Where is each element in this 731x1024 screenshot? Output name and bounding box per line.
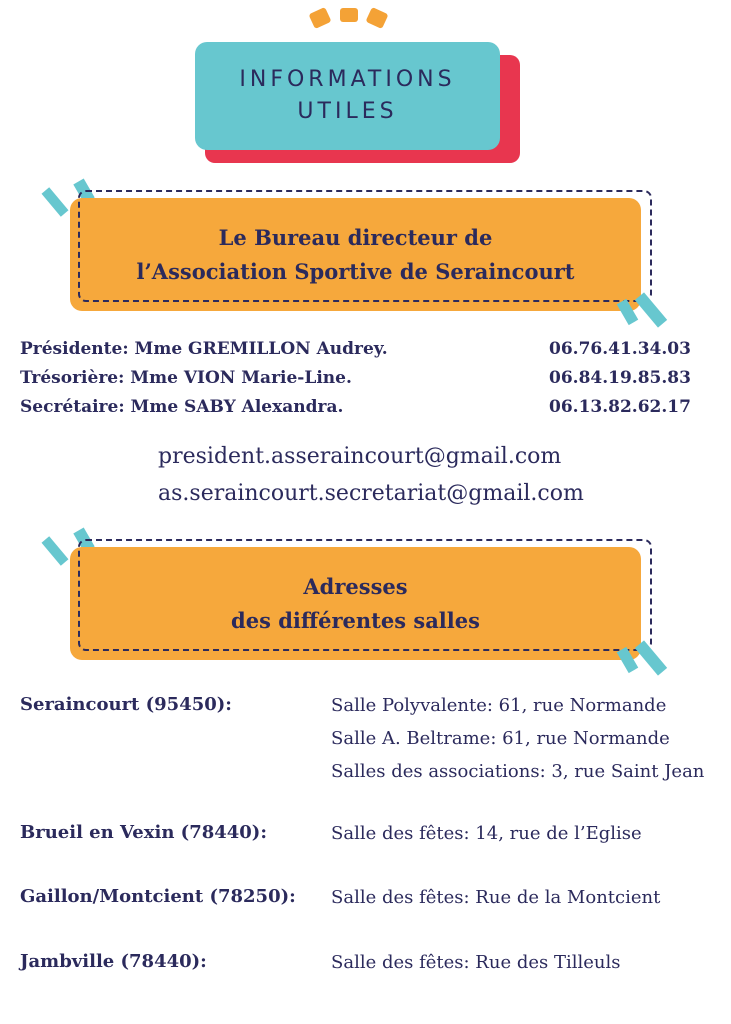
quote-mark-top-left-a xyxy=(42,536,69,565)
bureau-heading-line2: l’Association Sportive de Seraincourt xyxy=(136,258,575,284)
decorative-spark-left xyxy=(308,7,331,29)
member-role: Secrétaire: Mme SABY Alexandra. xyxy=(20,397,344,417)
hall-address: Salle des fêtes: Rue des Tilleuls xyxy=(331,952,621,973)
member-phone: 06.76.41.34.03 xyxy=(549,339,691,359)
hall-address: Salles des associations: 3, rue Saint Jean xyxy=(331,761,705,782)
member-role: Trésorière: Mme VION Marie-Line. xyxy=(20,368,352,388)
bureau-heading xyxy=(70,198,641,311)
member-role: Présidente: Mme GREMILLON Audrey. xyxy=(20,339,388,359)
hall-address: Salle A. Beltrame: 61, rue Normande xyxy=(331,728,670,749)
email-president[interactable]: president.asseraincourt@gmail.com xyxy=(158,444,562,469)
bureau-heading-line1: Le Bureau directeur de xyxy=(218,224,493,250)
member-row xyxy=(20,397,700,425)
town-name: Brueil en Vexin (78440): xyxy=(20,822,267,843)
salles-heading xyxy=(70,547,641,660)
hall-address: Salle des fêtes: 14, rue de l’Eglise xyxy=(331,823,642,844)
member-phone: 06.13.82.62.17 xyxy=(549,397,691,417)
member-phone: 06.84.19.85.83 xyxy=(549,368,691,388)
salles-heading-line1: Adresses xyxy=(303,573,408,599)
town-name: Gaillon/Montcient (78250): xyxy=(20,886,296,907)
hall-address: Salle des fêtes: Rue de la Montcient xyxy=(331,887,661,908)
salles-heading-line2: des différentes salles xyxy=(231,607,480,633)
town-name: Seraincourt (95450): xyxy=(20,694,232,715)
page-title-line2: UTILES xyxy=(297,99,398,124)
page-title-line1: INFORMATIONS xyxy=(239,67,456,92)
town-name: Jambville (78440): xyxy=(20,951,207,972)
email-secretariat[interactable]: as.seraincourt.secretariat@gmail.com xyxy=(158,481,584,506)
hall-address: Salle Polyvalente: 61, rue Normande xyxy=(331,695,667,716)
member-row xyxy=(20,339,700,367)
decorative-spark-right xyxy=(365,7,388,29)
page-title xyxy=(195,42,500,150)
member-row xyxy=(20,368,700,396)
quote-mark-top-left-a xyxy=(42,187,69,216)
decorative-spark-center xyxy=(340,8,358,22)
